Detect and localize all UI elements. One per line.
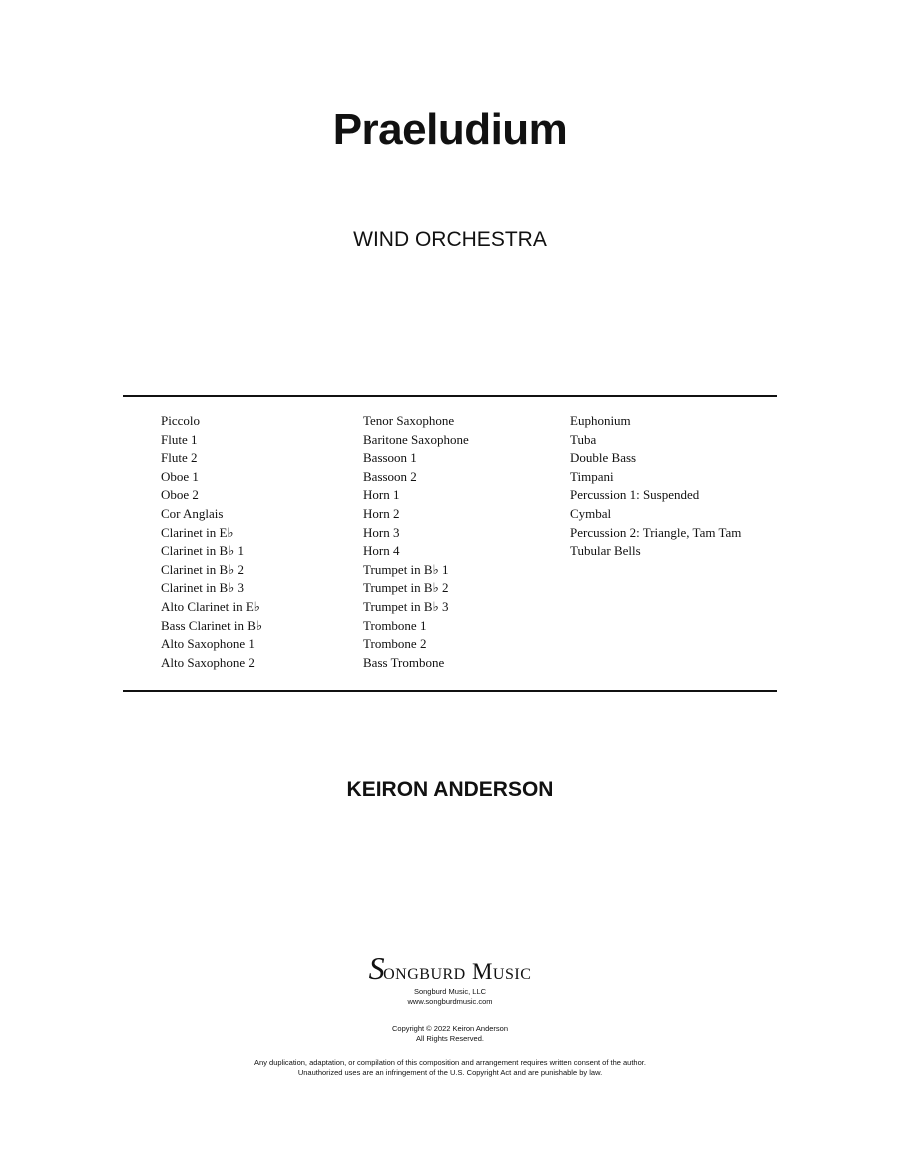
instrument-item: Piccolo (161, 413, 200, 428)
legal-notice (0, 1058, 900, 1078)
top-divider (123, 395, 777, 397)
logo-text: ongburd Music (383, 959, 532, 984)
instrument-item: Oboe 1 (161, 468, 199, 484)
logo-initial: S (368, 950, 386, 986)
instrument-column-2 (363, 412, 469, 672)
legal-line-1: Any duplication, adaptation, or compilation of this composition and arrangement requires written consent of the author. (254, 1058, 646, 1067)
instrument-item: Trumpet in B♭ 2 (363, 580, 449, 596)
instrument-item: Horn 1 (363, 487, 400, 503)
instrument-item: Clarinet in B♭ 1 (161, 543, 245, 559)
instrument-item: Clarinet in B♭ 2 (161, 561, 245, 577)
instrument-item: Clarinet in E♭ (161, 524, 234, 540)
instrument-item: Baritone Saxophone (363, 431, 469, 447)
legal-line-2: Unauthorized uses are an infringement of the U.S. Copyright Act and are punishable by law. (297, 1068, 603, 1077)
publisher-website: www.songburdmusic.com (407, 997, 493, 1006)
publisher-logo (0, 950, 900, 987)
instrument-item: Flute 1 (161, 431, 198, 447)
instrument-item: Oboe 2 (161, 487, 199, 503)
publisher-name: Songburd Music, LLC (413, 987, 487, 996)
instrument-item: Alto Clarinet in E♭ (161, 598, 260, 614)
instrument-item: Horn 4 (363, 543, 400, 559)
instrument-item: Alto Saxophone 2 (161, 654, 255, 670)
page-title: Praeludium (332, 105, 568, 154)
instrument-column-1 (161, 412, 262, 672)
instrument-item: Trumpet in B♭ 3 (363, 598, 449, 614)
instrument-item: Trombone 2 (363, 636, 427, 652)
rights-line: All Rights Reserved. (416, 1034, 484, 1043)
instrument-item: Tubular Bells (570, 543, 641, 559)
instrument-item: Tuba (570, 431, 597, 447)
instrument-item: Bass Trombone (363, 654, 445, 670)
subtitle: WIND ORCHESTRA (353, 228, 547, 251)
instrument-item: Horn 2 (363, 505, 400, 521)
instrument-item: Tenor Saxophone (363, 413, 455, 428)
instrument-item: Timpani (570, 468, 614, 484)
instrument-item: Flute 2 (161, 450, 198, 466)
instrument-item: Bassoon 2 (363, 468, 417, 484)
instrument-item: Cor Anglais (161, 505, 224, 521)
instrument-item: Alto Saxophone 1 (161, 636, 255, 652)
bottom-divider (123, 690, 777, 692)
instrument-item: Percussion 1: Suspended (570, 487, 700, 503)
instrument-item: Clarinet in B♭ 3 (161, 580, 245, 596)
instrument-item: Trombone 1 (363, 617, 427, 633)
publisher-info (0, 987, 900, 1007)
instrument-item: Percussion 2: Triangle, Tam Tam (570, 524, 742, 540)
copyright-line: Copyright © 2022 Keiron Anderson (391, 1024, 508, 1033)
instrument-item: Cymbal (570, 505, 612, 521)
instrument-column-3 (570, 412, 741, 561)
copyright-notice (0, 1024, 900, 1044)
instrument-item: Double Bass (570, 450, 637, 466)
instrument-item: Bassoon 1 (363, 450, 417, 466)
instrument-item: Euphonium (570, 413, 631, 428)
instrument-item: Bass Clarinet in B♭ (161, 617, 263, 633)
composer-name: KEIRON ANDERSON (346, 778, 554, 801)
instrument-item: Horn 3 (363, 524, 400, 540)
instrument-item: Trumpet in B♭ 1 (363, 561, 449, 577)
